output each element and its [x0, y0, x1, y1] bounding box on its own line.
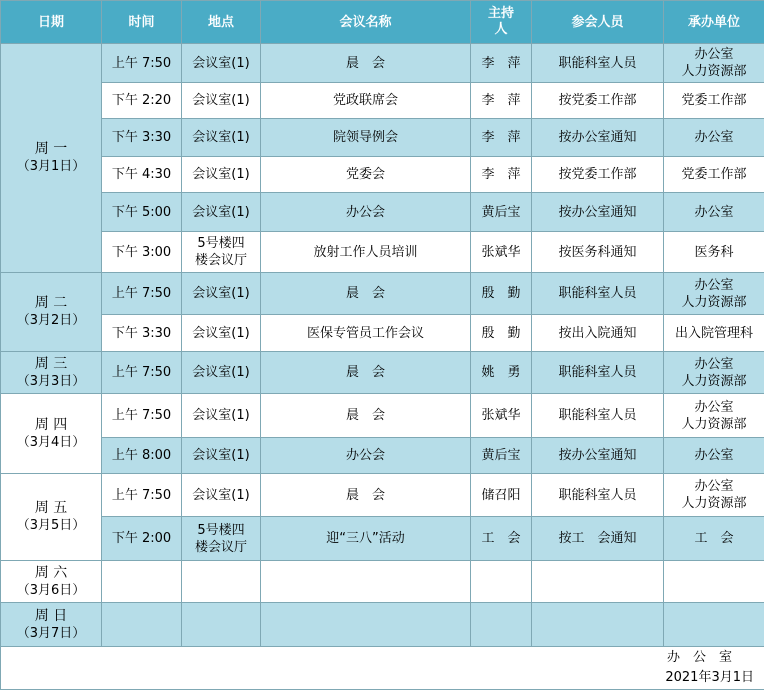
- place-cell: 会议室(1): [182, 394, 261, 438]
- attendees-cell: 职能科室人员: [532, 352, 664, 394]
- meeting-name-cell: [261, 603, 471, 647]
- meeting-name-cell: 医保专管员工作会议: [261, 315, 471, 352]
- day-date: （3月4日）: [16, 434, 86, 450]
- place-cell: 会议室(1): [182, 273, 261, 315]
- attendees-cell: 职能科室人员: [532, 44, 664, 83]
- time-cell: 下午 2:20: [102, 83, 182, 119]
- attendees-cell: [532, 561, 664, 603]
- day-label: 周 六: [34, 564, 68, 581]
- header-host-text: 主持人: [487, 6, 514, 37]
- time-cell: 下午 3:30: [102, 119, 182, 157]
- time-cell: [102, 561, 182, 603]
- header-row: [1, 1, 764, 44]
- meeting-name-cell: 办公会: [261, 193, 471, 232]
- meeting-name-cell: 党委会: [261, 157, 471, 193]
- day-date: （3月2日）: [16, 313, 86, 328]
- place-cell: 会议室(1): [182, 315, 261, 352]
- day-label: 周 日: [34, 607, 68, 624]
- host-cell: [471, 603, 532, 647]
- place-cell: 会议室(1): [182, 44, 261, 83]
- attendees-cell: 按党委工作部: [532, 157, 664, 193]
- day-date: （3月1日）: [16, 159, 86, 174]
- table-row: [1, 603, 764, 647]
- place-cell: [182, 561, 261, 603]
- time-cell: 下午 3:30: [102, 315, 182, 352]
- place-cell: 会议室(1): [182, 193, 261, 232]
- attendees-cell: 职能科室人员: [532, 273, 664, 315]
- organizer-cell: 出入院管理科: [664, 315, 764, 352]
- day-label: 周 一: [34, 141, 68, 157]
- host-cell: 李 萍: [471, 44, 532, 83]
- meeting-name-cell: 党政联席会: [261, 83, 471, 119]
- place-cell: 5号楼四 楼会议厅: [182, 517, 261, 561]
- meeting-name-cell: [261, 561, 471, 603]
- meeting-name-cell: 办公会: [261, 438, 471, 474]
- host-cell: 殷 勤: [471, 315, 532, 352]
- organizer-cell: 办公室 人力资源部: [664, 474, 764, 517]
- day-date: （3月7日）: [16, 625, 86, 641]
- header-date: 日期: [1, 1, 102, 44]
- day-cell: [1, 474, 102, 561]
- meeting-name-cell: 院领导例会: [261, 119, 471, 157]
- time-cell: 上午 7:50: [102, 273, 182, 315]
- place-cell: 会议室(1): [182, 119, 261, 157]
- day-cell: [1, 603, 102, 647]
- organizer-cell: 办公室 人力资源部: [664, 273, 764, 315]
- header-host: [471, 1, 532, 44]
- table-row: [1, 193, 764, 232]
- time-cell: 上午 7:50: [102, 352, 182, 394]
- host-cell: 李 萍: [471, 157, 532, 193]
- day-cell: [1, 352, 102, 394]
- attendees-cell: 按工 会通知: [532, 517, 664, 561]
- organizer-cell: 办公室 人力资源部: [664, 352, 764, 394]
- organizer-cell: 办公室: [664, 119, 764, 157]
- table-row: [1, 83, 764, 119]
- table-row: [1, 273, 764, 315]
- attendees-cell: 按党委工作部: [532, 83, 664, 119]
- meeting-name-cell: 迎“三八”活动: [261, 517, 471, 561]
- attendees-cell: 职能科室人员: [532, 474, 664, 517]
- day-date: （3月5日）: [16, 518, 86, 533]
- day-cell: [1, 273, 102, 352]
- host-cell: 工 会: [471, 517, 532, 561]
- host-cell: 姚 勇: [471, 352, 532, 394]
- day-label: 周 二: [34, 295, 68, 311]
- host-cell: 李 萍: [471, 83, 532, 119]
- time-cell: 上午 7:50: [102, 474, 182, 517]
- organizer-cell: 工 会: [664, 517, 764, 561]
- header-organizer: 承办单位: [664, 1, 764, 44]
- attendees-cell: [532, 603, 664, 647]
- organizer-cell: 办公室: [664, 438, 764, 474]
- table-row: [1, 44, 764, 83]
- host-cell: 殷 勤: [471, 273, 532, 315]
- meeting-name-cell: 晨 会: [261, 352, 471, 394]
- host-cell: [471, 561, 532, 603]
- header-place: 地点: [182, 1, 261, 44]
- place-cell: 会议室(1): [182, 474, 261, 517]
- day-cell: [1, 561, 102, 603]
- meeting-name-cell: 晨 会: [261, 273, 471, 315]
- place-cell: 会议室(1): [182, 83, 261, 119]
- table-row: [1, 232, 764, 273]
- day-label: 周 四: [34, 416, 68, 433]
- meeting-name-cell: 晨 会: [261, 474, 471, 517]
- host-cell: 黄后宝: [471, 193, 532, 232]
- footer-office: 办 公 室: [666, 650, 732, 665]
- table-row: [1, 438, 764, 474]
- day-label: 周 五: [34, 500, 68, 516]
- place-cell: [182, 603, 261, 647]
- host-cell: 李 萍: [471, 119, 532, 157]
- table-row: [1, 394, 764, 438]
- organizer-cell: 办公室 人力资源部: [664, 394, 764, 438]
- host-cell: 张斌华: [471, 394, 532, 438]
- footer-row: [1, 647, 764, 690]
- table-row: [1, 474, 764, 517]
- organizer-cell: 医务科: [664, 232, 764, 273]
- footer-date: 2021年3月1日: [665, 670, 754, 685]
- meeting-name-cell: 晨 会: [261, 44, 471, 83]
- footer-signature: [3, 648, 762, 688]
- day-date: （3月3日）: [16, 373, 86, 389]
- organizer-cell: 党委工作部: [664, 157, 764, 193]
- organizer-cell: [664, 603, 764, 647]
- table-row: [1, 352, 764, 394]
- time-cell: 上午 7:50: [102, 394, 182, 438]
- table-row: [1, 517, 764, 561]
- host-cell: 储召阳: [471, 474, 532, 517]
- day-cell: [1, 394, 102, 474]
- table-row: [1, 315, 764, 352]
- organizer-cell: 办公室: [664, 193, 764, 232]
- header-attendees: 参会人员: [532, 1, 664, 44]
- attendees-cell: 按办公室通知: [532, 438, 664, 474]
- place-cell: 会议室(1): [182, 438, 261, 474]
- organizer-cell: 办公室 人力资源部: [664, 44, 764, 83]
- time-cell: 上午 7:50: [102, 44, 182, 83]
- header-time: 时间: [102, 1, 182, 44]
- attendees-cell: 按医务科通知: [532, 232, 664, 273]
- time-cell: 下午 4:30: [102, 157, 182, 193]
- time-cell: 上午 8:00: [102, 438, 182, 474]
- table-row: [1, 119, 764, 157]
- meeting-name-cell: 放射工作人员培训: [261, 232, 471, 273]
- time-cell: 下午 3:00: [102, 232, 182, 273]
- day-label: 周 三: [34, 355, 68, 372]
- place-cell: 5号楼四 楼会议厅: [182, 232, 261, 273]
- table-row: [1, 561, 764, 603]
- attendees-cell: 按办公室通知: [532, 193, 664, 232]
- meeting-name-cell: 晨 会: [261, 394, 471, 438]
- place-cell: 会议室(1): [182, 352, 261, 394]
- host-cell: 黄后宝: [471, 438, 532, 474]
- place-cell: 会议室(1): [182, 157, 261, 193]
- time-cell: 下午 5:00: [102, 193, 182, 232]
- header-meeting-name: 会议名称: [261, 1, 471, 44]
- organizer-cell: 党委工作部: [664, 83, 764, 119]
- time-cell: [102, 603, 182, 647]
- organizer-cell: [664, 561, 764, 603]
- attendees-cell: 按办公室通知: [532, 119, 664, 157]
- day-cell: [1, 44, 102, 273]
- host-cell: 张斌华: [471, 232, 532, 273]
- day-date: （3月6日）: [16, 582, 86, 598]
- table-row: [1, 157, 764, 193]
- time-cell: 下午 2:00: [102, 517, 182, 561]
- attendees-cell: 按出入院通知: [532, 315, 664, 352]
- attendees-cell: 职能科室人员: [532, 394, 664, 438]
- schedule-body: [1, 44, 764, 647]
